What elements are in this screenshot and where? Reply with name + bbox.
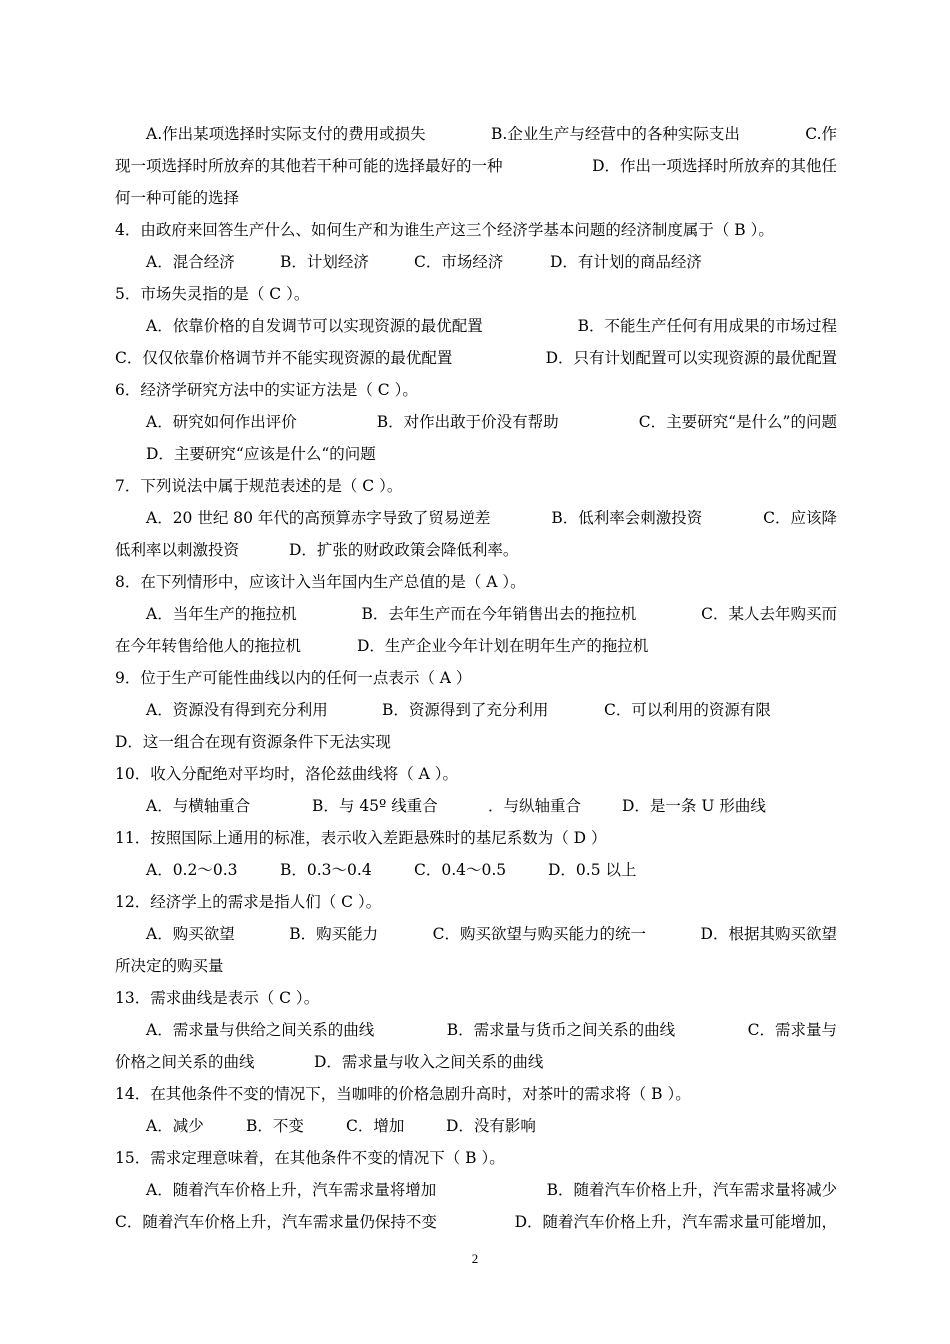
q12-option-c: C．购买欲望与购买能力的统一 bbox=[432, 925, 647, 943]
q11-option-a: A．0.2～0.3 bbox=[146, 861, 238, 879]
q7-options-line1 bbox=[146, 508, 837, 528]
q5-option-b: B．不能生产任何有用成果的市场过程 bbox=[577, 317, 837, 335]
q4-option-d: D．有计划的商品经济 bbox=[550, 253, 702, 271]
q15-options-line2 bbox=[115, 1212, 837, 1232]
q8-options-line1 bbox=[146, 604, 837, 624]
q10-stem: 10．收入分配绝对平均时，洛伦兹曲线将（ A ）。 bbox=[115, 765, 459, 783]
q14-option-b: B．不变 bbox=[246, 1117, 304, 1135]
q15-option-a: A．随着汽车价格上升，汽车需求量将增加 bbox=[146, 1181, 437, 1199]
q13-option-a: A．需求量与供给之间关系的曲线 bbox=[146, 1021, 375, 1039]
q14-options bbox=[146, 1116, 606, 1136]
q13-option-c: C．需求量与 bbox=[747, 1021, 837, 1039]
q12-option-d-cont: 所决定的购买量 bbox=[115, 957, 224, 975]
q5-options-line1 bbox=[146, 316, 837, 336]
q12-option-d: D．根据其购买欲望 bbox=[700, 925, 837, 943]
q9-option-b: B．资源得到了充分利用 bbox=[382, 701, 549, 719]
q5-stem: 5．市场失灵指的是（ C ）。 bbox=[115, 285, 310, 303]
q9-option-a: A．资源没有得到充分利用 bbox=[146, 701, 328, 719]
q4-option-a: A．混合经济 bbox=[146, 253, 235, 271]
q15-option-d: D．随着汽车价格上升，汽车需求量可能增加， bbox=[514, 1213, 837, 1231]
q12-options-line1 bbox=[146, 924, 837, 944]
q7-option-c: C．应该降 bbox=[763, 509, 837, 527]
q7-option-c-cont: 低利率以刺激投资 bbox=[115, 541, 240, 559]
q4-option-c: C．市场经济 bbox=[414, 253, 504, 271]
q13-option-b: B．需求量与货币之间关系的曲线 bbox=[446, 1021, 676, 1039]
page-number: 2 bbox=[471, 1251, 479, 1266]
q10-options bbox=[146, 796, 806, 816]
q13-option-c-cont: 价格之间关系的曲线 bbox=[115, 1053, 255, 1071]
q4-option-b: B．计划经济 bbox=[280, 253, 369, 271]
q11-option-b: B．0.3～0.4 bbox=[280, 861, 372, 879]
q12-option-a: A．购买欲望 bbox=[146, 925, 235, 943]
q15-option-c: C．随着汽车价格上升，汽车需求量仍保持不变 bbox=[115, 1213, 437, 1231]
q3-options-line3: 何一种可能的选择 bbox=[115, 189, 240, 207]
q8-option-b: B．去年生产而在今年销售出去的拖拉机 bbox=[361, 605, 637, 623]
q14-option-a: A．减少 bbox=[146, 1117, 204, 1135]
q7-options-line2 bbox=[115, 540, 837, 560]
q15-options-line1 bbox=[146, 1180, 837, 1200]
q3-option-c: C.作 bbox=[805, 125, 837, 143]
q11-option-c: C．0.4～0.5 bbox=[414, 861, 507, 879]
q5-option-a: A．依靠价格的自发调节可以实现资源的最优配置 bbox=[146, 317, 483, 335]
q14-option-d: D．没有影响 bbox=[446, 1117, 536, 1135]
q8-option-c: C．某人去年购买而 bbox=[701, 605, 837, 623]
q10-option-d: D．是一条 U 形曲线 bbox=[622, 797, 766, 815]
q7-option-b: B．低利率会刺激投资 bbox=[551, 509, 703, 527]
q14-stem: 14．在其他条件不变的情况下，当咖啡的价格急剧升高时，对茶叶的需求将（ B ）。 bbox=[115, 1085, 691, 1103]
q9-option-c: C．可以利用的资源有限 bbox=[604, 701, 771, 719]
q8-option-a: A．当年生产的拖拉机 bbox=[146, 605, 297, 623]
q8-options-line2 bbox=[115, 636, 837, 656]
q3-option-a: A.作出某项选择时实际支付的费用或损失 bbox=[146, 125, 426, 143]
q6-stem: 6．经济学研究方法中的实证方法是（ C ）。 bbox=[115, 381, 418, 399]
q6-option-b: B．对作出敢于价没有帮助 bbox=[376, 413, 559, 431]
q15-option-b: B．随着汽车价格上升，汽车需求量将减少 bbox=[546, 1181, 837, 1199]
q9-option-d: D．这一组合在现有资源条件下无法实现 bbox=[115, 733, 391, 751]
q8-stem: 8．在下列情形中，应该计入当年国内生产总值的是（ A ）。 bbox=[115, 573, 526, 591]
q11-stem: 11．按照国际上通用的标准，表示收入差距悬殊时的基尼系数为（ D ） bbox=[115, 829, 607, 847]
q3-options-line1 bbox=[146, 124, 837, 144]
q4-stem: 4．由政府来回答生产什么、如何生产和为谁生产这三个经济学基本问题的经济制度属于（ B ）。 bbox=[115, 221, 774, 239]
q13-stem: 13．需求曲线是表示（ C ）。 bbox=[115, 989, 320, 1007]
q10-option-c: ．与纵轴重合 bbox=[488, 797, 582, 815]
q6-option-a: A．研究如何作出评价 bbox=[146, 413, 297, 431]
q9-stem: 9．位于生产可能性曲线以内的任何一点表示（ A ） bbox=[115, 669, 472, 687]
q7-option-a: A．20 世纪 80 年代的高预算赤字导致了贸易逆差 bbox=[146, 509, 491, 527]
q6-options-line1 bbox=[146, 412, 837, 432]
q12-option-b: B．购买能力 bbox=[289, 925, 379, 943]
q7-option-d: D．扩张的财政政策会降低利率。 bbox=[289, 541, 519, 559]
q13-options-line2 bbox=[115, 1052, 837, 1072]
q3-option-d: D．作出一项选择时所放弃的其他任 bbox=[592, 157, 837, 175]
q3-option-b: B.企业生产与经营中的各种实际支出 bbox=[491, 125, 740, 143]
q8-option-d: D．生产企业今年计划在明年生产的拖拉机 bbox=[357, 637, 649, 655]
q14-option-c: C．增加 bbox=[346, 1117, 405, 1135]
q15-stem: 15．需求定理意味着，在其他条件不变的情况下（ B ）。 bbox=[115, 1149, 505, 1167]
q10-option-b: B．与 45º 线重合 bbox=[312, 797, 438, 815]
q5-options-line2 bbox=[115, 348, 837, 368]
q6-option-c: C．主要研究“是什么”的问题 bbox=[638, 413, 837, 431]
q13-option-d: D．需求量与收入之间关系的曲线 bbox=[314, 1053, 544, 1071]
q6-option-d: D．主要研究“应该是什么“的问题 bbox=[146, 445, 376, 463]
q13-options-line1 bbox=[146, 1020, 837, 1040]
q5-option-d: D．只有计划配置可以实现资源的最优配置 bbox=[545, 349, 837, 367]
q10-option-a: A．与横轴重合 bbox=[146, 797, 251, 815]
q11-option-d: D．0.5 以上 bbox=[548, 861, 637, 879]
q12-stem: 12．经济学上的需求是指人们（ C ）。 bbox=[115, 893, 382, 911]
q11-options bbox=[146, 860, 746, 880]
q4-options bbox=[146, 252, 746, 272]
q7-stem: 7．下列说法中属于规范表述的是（ C ）。 bbox=[115, 477, 403, 495]
q3-option-c-cont: 现一项选择时所放弃的其他若干种可能的选择最好的一种 bbox=[115, 157, 503, 175]
q5-option-c: C．仅仅依靠价格调节并不能实现资源的最优配置 bbox=[115, 349, 453, 367]
q9-options-line1 bbox=[146, 700, 806, 720]
q3-options-line2 bbox=[115, 156, 837, 176]
q8-option-c-cont: 在今年转售给他人的拖拉机 bbox=[115, 637, 302, 655]
